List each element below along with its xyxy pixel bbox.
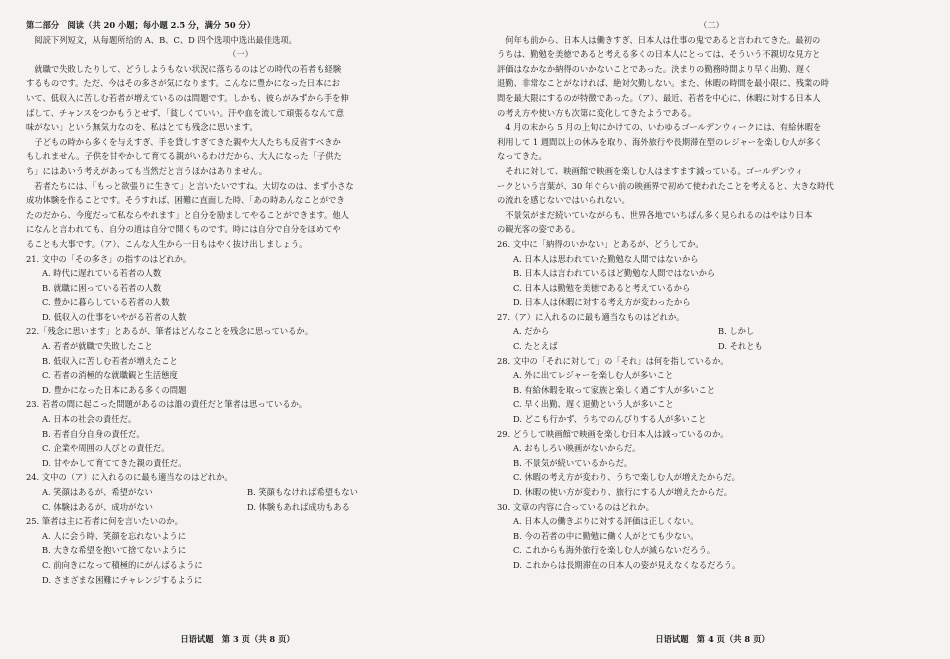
option-c[interactable]: C. 日本人は勤勉を美徳であると考えているから	[513, 282, 691, 293]
option-b[interactable]: B. 大きな希望を抱いて捨てないように	[42, 545, 187, 556]
passage-line: 就職で失敗したりして、どうしようもない状況に落ちるのはどの時代の若者も経験	[26, 63, 342, 74]
option-b[interactable]: B. しかし	[718, 326, 755, 337]
passage-line: ばして、チャンスをつかもうとせず、「貧しくていい。汗や血を流して頑張るなんて意	[26, 107, 345, 118]
passage-line: それに対して、映画館で映画を楽しむ人はますます減っている。ゴールデンウィ	[497, 165, 803, 176]
option-d[interactable]: D. どこも行かず、うちでのんびりする人が多いこと	[513, 414, 707, 425]
passage-line: 若者たちには、「もっと欲張りに生きて」と言いたいですね。大切なのは、まず小さな	[26, 180, 354, 191]
question-30	[497, 500, 926, 573]
option-a[interactable]: A. 外に出てレジャーを楽しむ人が多いこと	[513, 370, 674, 381]
passage-line: 味がない」という無気力なのを、私はとても残念に思います。	[26, 122, 258, 133]
option-b[interactable]: B. 就職に困っている若者の人数	[42, 282, 162, 293]
passage-line: たのだから、今度だって私ならやれます」と自分を励ましてやることができます。他人	[26, 209, 349, 220]
question-text: 27.（ア）に入れるのに最も適当なものはどれか。	[497, 311, 685, 322]
passage-line: ち」にはあいう考えがあっても当然だと言うほかはありません。	[26, 165, 268, 176]
option-row	[26, 500, 455, 515]
question-25	[26, 514, 455, 587]
right-page	[475, 0, 950, 659]
question-27	[497, 310, 926, 354]
passage-line: になんと言われても、自分の道は自分で開くものです。時には自分で自分をほめてや	[26, 224, 341, 235]
option-a[interactable]: A. 日本の社会の責任だ。	[42, 414, 137, 425]
option-c[interactable]: C. 休暇の考え方が変わり、うちで楽しむ人が増えたからだ。	[513, 472, 740, 483]
option-b[interactable]: B. 若者自分自身の責任だ。	[42, 428, 145, 439]
option-d[interactable]: D. 甘やかして育ててきた親の責任だ。	[42, 457, 187, 468]
option-d[interactable]: D. 豊かになった日本にある多くの問題	[42, 384, 187, 395]
question-text: 23. 若者の間に起こった問題があるのは誰の責任だと筆者は思っているか。	[26, 399, 308, 410]
option-d[interactable]: D. さまざまな困難にチャレンジするように	[42, 574, 203, 585]
question-text: 21. 文中の「その多さ」の指すのはどれか。	[26, 253, 192, 264]
passage-line: いて、低収入に苦しむ若者が増えているのは問題です。しかも、彼らがみずから手を伸	[26, 92, 349, 103]
question-text: 25. 筆者は主に若者に何を言いたいのか。	[26, 516, 183, 527]
option-c[interactable]: C. たとえば	[513, 341, 558, 352]
option-a[interactable]: A. 日本人の働きぶりに対する評価は正しくない。	[513, 516, 699, 527]
passage-line: 退勤、非常なことがなければ、絶対欠勤しない。また、休暇の時間を最小限に、残業の時	[497, 78, 829, 89]
passage-line: 利用して 1 週間以上の休みを取り、海外旅行や長期滞在型のレジャーを楽しむ人が多く	[497, 136, 823, 147]
passage-line: の観光客の姿である。	[497, 224, 580, 235]
passage-1	[26, 62, 455, 252]
option-c[interactable]: C. 企業や周囲の人びとの責任だ。	[42, 443, 170, 454]
question-23	[26, 397, 455, 470]
option-d[interactable]: D. 低収入の仕事をいやがる若者の人数	[42, 311, 187, 322]
option-a[interactable]: A. 人に会う時、笑顔を忘れないように	[42, 530, 187, 541]
passage-line: 何年も前から、日本人は働きすぎ、日本人は仕事の鬼であると言われてきた。最初の	[497, 34, 821, 45]
passage-line: の考え方や使い方も次第に変化してきたようである。	[497, 107, 697, 118]
passage-2-title: （二）	[699, 20, 724, 30]
question-text: 28. 文中の「それに対して」の「それ」は何を指しているか。	[497, 355, 729, 366]
option-d[interactable]: D. それとも	[718, 341, 763, 352]
passage-line: 間を最大限にするのが特徴であった。（ア）、最近、若者を中心に、休暇に対する日本人	[497, 92, 821, 103]
option-c[interactable]: C. 前向きになって積極的にがんばるように	[42, 559, 203, 570]
question-text: 22.「残念に思います」とあるが、筆者はどんなことを残念に思っているか。	[26, 326, 313, 337]
passage-line: 評価はなかなか納得のいかないことであった。決まりの勤務時間より早く出勤、遅く	[497, 63, 813, 74]
option-a[interactable]: A. だから	[513, 326, 550, 337]
passage-line: なってきた。	[497, 151, 547, 162]
option-b[interactable]: B. 笑顔もなければ希望もない	[247, 487, 358, 497]
option-a[interactable]: A. 笑顔はあるが、希望がない	[42, 487, 153, 497]
question-26	[497, 237, 926, 310]
option-a[interactable]: A. 若者が就職で失敗したこと	[42, 341, 153, 352]
passage-line: 成功体験を作ることです。そうすれば、困難に直面した時、「あの時あんなことができ	[26, 195, 345, 206]
instructions: 阅読下列短文，从每题所给的 A、B、C、D 四个选项中选出最佳选项。	[26, 34, 297, 45]
option-row	[497, 339, 926, 354]
option-c[interactable]: C. 早く出勤、遅く退勤という人が多いこと	[513, 399, 674, 410]
passage-line: の流れを感じないではいられない。	[497, 195, 630, 206]
question-text: 24. 文中の（ア）に入れるのに最も適当なのはどれか。	[26, 472, 233, 483]
option-d[interactable]: D. 日本人は休暇に対する考え方が変わったから	[513, 297, 691, 308]
passage-1-title: （一）	[228, 49, 253, 60]
option-d[interactable]: D. これからは長期滞在の日本人の姿が見えなくなるだろう。	[513, 559, 741, 570]
section-heading: 第二部分 阅读（共 20 小题；每小题 2.5 分，满分 50 分）	[26, 20, 256, 30]
option-d[interactable]: D. 体験もあれば成功もある	[247, 501, 350, 512]
page-footer: 日语试题 第 4 页（共 8 页）	[655, 634, 770, 644]
passage-line: するものです。ただ、今はその多さが気になります。こんなに豊かになった日本にお	[26, 78, 340, 89]
passage-line: 子どもの時から多くを与えすぎ、手を貸しすぎてきた親や大人たちも反省すべきか	[26, 136, 341, 147]
passage-line: もしれません。子供を甘やかして育てる親がいるわけだから、大人になった「子供た	[26, 151, 342, 162]
option-d[interactable]: D. 休暇の使い方が変わり、旅行にする人が増えたからだ。	[513, 487, 733, 497]
option-a[interactable]: A. 時代に遅れている若者の人数	[42, 268, 162, 279]
option-row	[497, 324, 926, 339]
page-footer: 日语试题 第 3 页（共 8 页）	[180, 634, 295, 644]
option-c[interactable]: C. 体験はあるが、成功がない	[42, 501, 153, 512]
question-22	[26, 324, 455, 397]
question-29	[497, 427, 926, 500]
passage-line: 不景気がまだ続いていながらも、世界各地でいちばん多く見られるのはやはり日本	[497, 209, 813, 220]
option-row	[26, 485, 455, 500]
option-a[interactable]: A. 日本人は思われていた勤勉な人間ではないから	[513, 253, 699, 264]
option-b[interactable]: B. 日本人は言われているほど勤勉な人間ではないから	[513, 268, 716, 279]
option-b[interactable]: B. 低収入に苦しむ若者が増えたこと	[42, 355, 178, 366]
passage-line: ることも大事です。（ア）、こんな人生から一日もはやく抜け出しましょう。	[26, 238, 308, 249]
option-b[interactable]: B. 今の若者の中に勤勉に働く人がとても少ない。	[513, 530, 699, 541]
passage-line: 4 月の末から 5 月の上旬にかけての、いわゆるゴールデンウィークには、有給休暇を	[497, 122, 822, 133]
passage-2	[497, 33, 926, 237]
option-c[interactable]: C. これからも海外旅行を楽しむ人が減らないだろう。	[513, 545, 716, 556]
question-24	[26, 470, 455, 514]
option-b[interactable]: B. 不景気が続いているからだ。	[513, 457, 633, 468]
question-text: 30. 文章の内容に合っているのはどれか。	[497, 501, 654, 512]
passage-line: うちは、勤勉を美徳であると考える多くの日本人にとっては、そういう不親切な見方と	[497, 49, 821, 60]
option-c[interactable]: C. 豊かに暮らしている若者の人数	[42, 297, 170, 308]
option-c[interactable]: C. 若者の消極的な就職観と生活態度	[42, 370, 178, 381]
option-b[interactable]: B. 有給休暇を取って家族と楽しく過ごす人が多いこと	[513, 384, 716, 395]
question-text: 26. 文中に「納得のいかない」とあるが、どうしてか。	[497, 238, 704, 249]
question-28	[497, 354, 926, 427]
passage-line: ークという言葉が、30 年ぐらい前の映画界で初めて使われたことを考えると、大きな時代	[497, 180, 834, 191]
question-21	[26, 252, 455, 325]
option-a[interactable]: A. おもしろい映画がないからだ。	[513, 443, 641, 454]
question-text: 29. どうして映画館で映画を楽しむ日本人は減っているのか。	[497, 428, 729, 439]
